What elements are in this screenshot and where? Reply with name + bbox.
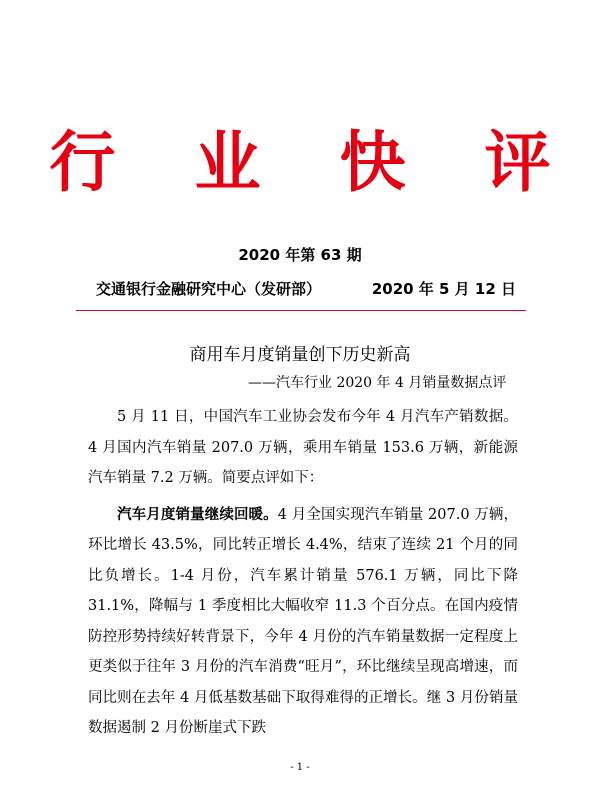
- publish-date: 2020 年 5 月 12 日: [371, 280, 516, 298]
- organization-name: 交通银行金融研究中心（发研部）: [96, 280, 322, 298]
- paragraph-sales: [88, 500, 518, 744]
- paragraph-intro: 5 月 11 日，中国汽车工业协会发布今年 4 月汽车产销数据。4 月国内汽车销量 207.0 万辆，乘用车销量 153.6 万辆，新能源汽车销量 7.2 万辆。简要点评如下：: [88, 409, 518, 486]
- publisher-line: [96, 278, 516, 299]
- paragraph-sales-text: 4 月全国实现汽车销量 207.0 万辆，环比增长 43.5%，同比转正增长 4.4%，结束了连续 21 个月的同比负增长。1-4 月份，汽车累计销量 576.1 万辆，同比下降 31.1%，降幅与 1 季度相比大幅收窄 11.3 个百分点。在国内疫情防控形势持续好转背景下，今年 4 月份的汽车销量数据一定程度上更类似于往年 3 月份的汽车消费“旺月”，环比继续呈现高增速，而同比则在去年 4 月低基数基础下取得难得的正增长。继 3 月份销量数据遏制 2 月份断崖式下跌: [88, 506, 519, 736]
- article-body: [88, 402, 518, 744]
- issue-number: 2020 年第 63 期: [238, 246, 362, 264]
- article-title: 商用车月度销量创下历史新高: [189, 345, 411, 365]
- header-divider: [76, 310, 526, 311]
- page-number: - 1 -: [290, 762, 310, 773]
- report-type-title: 行 业 快 评: [49, 123, 579, 201]
- article-subtitle: ——汽车行业 2020 年 4 月销量数据点评: [248, 375, 507, 391]
- paragraph-lead: 汽车月度销量继续回暖。: [117, 506, 278, 523]
